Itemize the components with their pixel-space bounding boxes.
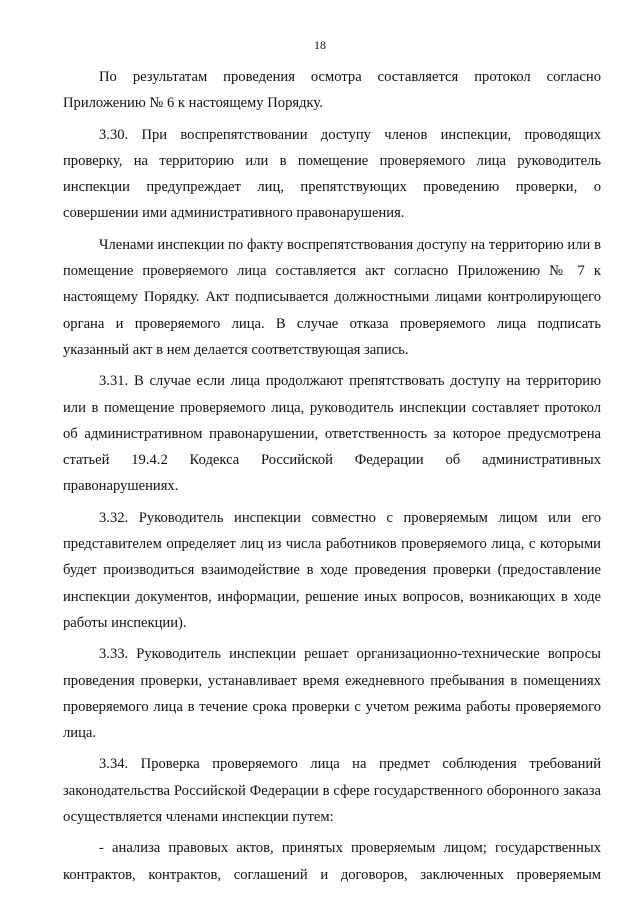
paragraph-3-30: 3.30. При воспрепятствовании доступу членов инспекции, проводящих проверку, на территорию или в помещение проверяемого лица руководитель инспекции предупреждает лиц, препятствующих проведению проверки, о совершении ими административного правонарушения. [63,126,601,222]
paragraph-list-item-legal-acts: - анализа правовых актов, принятых проверяемым лицом; государственных контрактов, контрактов, соглашений и договоров, заключенных проверяемым [63,840,601,883]
paragraph-obstruction-act: Членами инспекции по факту воспрепятствования доступу на территорию или в помещение проверяемого лица составляется акт согласно Приложению № 7 к настоящему Порядку. Акт подписывается должностными лицами контролирующего органа и проверяемого лица. В случае отказа проверяемого лица подписать указанный акт в нем делается соответствующая запись. [63,236,601,358]
document-body [63,64,601,893]
page-number: 18 [314,38,326,52]
paragraph-3-32: 3.32. Руководитель инспекции совместно с проверяемым лицом или его представителем определяет лиц из числа работников проверяемого лица, с которыми будет производиться взаимодействие в ходе проведения проверки (предоставление инспекции документов, информации, решение иных вопросов, возникающих в ходе работы инспекции). [63,509,601,631]
paragraph-3-34: 3.34. Проверка проверяемого лица на предмет соблюдения требований законодательства Российской Федерации в сфере государственного оборонного заказа осуществляется членами инспекции путем: [63,756,601,826]
paragraph-3-31: 3.31. В случае если лица продолжают препятствовать доступу на территорию или в помещение проверяемого лица, руководитель инспекции составляет протокол об административном правонарушении, ответственность за которое предусмотрена статьей 19.4.2 Кодекса Российской Федерации об административных правонарушениях. [63,373,601,495]
paragraph-inspection-protocol: По результатам проведения осмотра составляется протокол согласно Приложению № 6 к настоящему Порядку. [63,69,601,112]
paragraph-3-33: 3.33. Руководитель инспекции решает организационно-технические вопросы проведения проверки, устанавливает время ежедневного пребывания в помещениях проверяемого лица в течение срока проверки с учетом режима работы проверяемого лица. [63,646,601,742]
